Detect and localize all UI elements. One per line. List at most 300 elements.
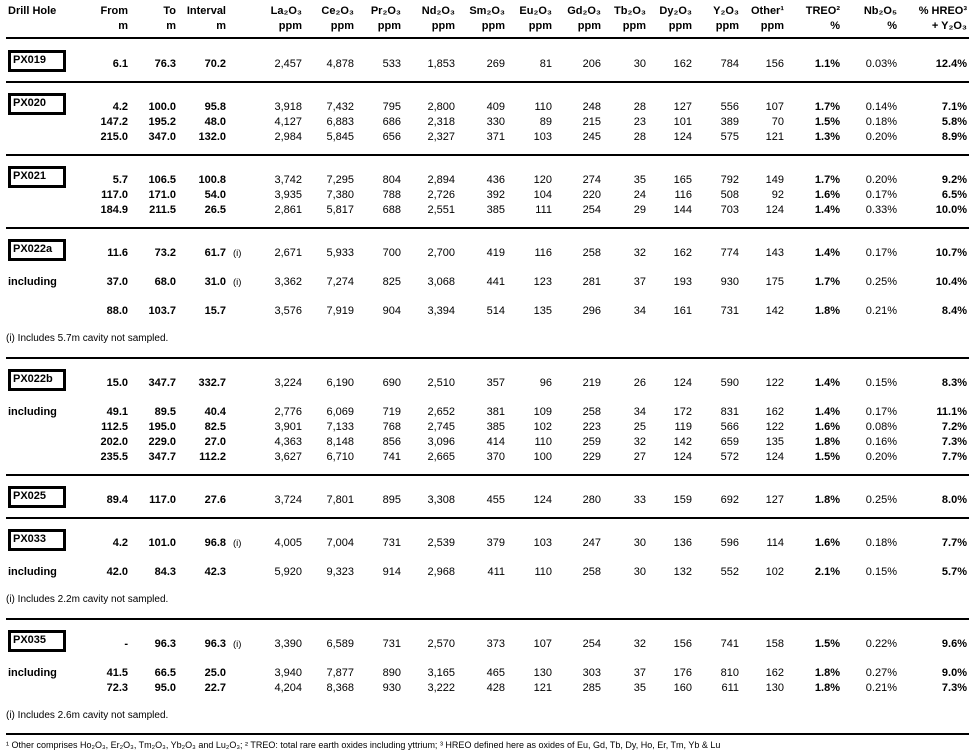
ppm-cell-sm2o3: 371 [486, 131, 505, 143]
ppm-cell-dy2o3: 172 [673, 406, 692, 418]
ppm-cell-eu2o3: 110 [534, 436, 552, 448]
hreo-cell: 7.3% [941, 682, 967, 694]
section-divider-cell [6, 348, 969, 369]
drill-hole-cell [6, 450, 86, 465]
note-marker [228, 290, 252, 319]
drill-hole-cell: including [8, 566, 57, 578]
from-cell: 4.2 [112, 537, 128, 549]
ppm-cell-dy2o3: 116 [674, 189, 692, 201]
ppm-cell-eu2o3: 111 [535, 204, 552, 216]
hreo-cell: 8.0% [941, 494, 967, 506]
to-cell: 73.2 [154, 247, 176, 259]
ppm-cell-tb2o3: 30 [633, 537, 646, 549]
to-cell: 106.5 [148, 174, 176, 186]
interval-cell: 40.4 [204, 406, 226, 418]
col-unit-pr2o3: ppm [356, 19, 403, 38]
ppm-cell-la2o3: 4,127 [274, 116, 302, 128]
ppm-cell-nd2o3: 3,096 [427, 436, 455, 448]
ppm-cell-tb2o3: 30 [633, 566, 646, 578]
hreo-cell: 9.0% [941, 667, 967, 679]
drill-hole-cell [6, 93, 86, 115]
ppm-cell-gd2o3: 258 [582, 247, 601, 259]
ppm-cell-nd2o3: 2,539 [427, 537, 455, 549]
to-cell: 195.0 [148, 421, 176, 433]
nb2o5-cell: 0.25% [865, 276, 897, 288]
ppm-cell-dy2o3: 193 [673, 276, 692, 288]
to-cell: 195.2 [148, 116, 176, 128]
note-marker [228, 420, 252, 435]
interval-cell: 82.5 [204, 421, 226, 433]
treo-cell: 1.6% [814, 537, 840, 549]
interval-cell: 96.8 [204, 537, 226, 549]
hreo-cell: 7.1% [941, 101, 967, 113]
to-cell: 117.0 [149, 494, 176, 506]
note-marker [228, 435, 252, 450]
ppm-cell-y2o3: 692 [720, 494, 739, 506]
ppm-cell-dy2o3: 161 [673, 305, 692, 317]
ppm-cell-dy2o3: 124 [673, 451, 692, 463]
ppm-cell-la2o3: 2,861 [274, 204, 302, 216]
from-cell: 117.0 [101, 189, 128, 201]
assay-row [6, 486, 969, 508]
section-divider-cell [6, 508, 969, 529]
from-cell: 89.4 [106, 494, 128, 506]
nb2o5-cell: 0.17% [865, 247, 897, 259]
ppm-cell-nd2o3: 2,652 [427, 406, 455, 418]
ppm-cell-y2o3: 611 [721, 682, 739, 694]
divider-line [6, 154, 969, 156]
hreo-cell: 8.3% [941, 377, 967, 389]
treo-cell: 1.8% [814, 667, 840, 679]
ppm-cell-other: 162 [765, 406, 784, 418]
col-unit-interval: m [178, 19, 228, 38]
to-cell: 347.7 [148, 451, 176, 463]
divider-line [6, 474, 969, 476]
ppm-cell-sm2o3: 409 [486, 101, 505, 113]
ppm-cell-eu2o3: 110 [534, 566, 552, 578]
ppm-cell-tb2o3: 23 [633, 116, 646, 128]
nb2o5-cell: 0.18% [865, 537, 897, 549]
ppm-cell-tb2o3: 30 [633, 58, 646, 70]
ppm-cell-dy2o3: 119 [674, 421, 692, 433]
ppm-cell-eu2o3: 116 [534, 247, 552, 259]
drill-hole-cell [6, 420, 86, 435]
from-cell: 4.2 [112, 101, 128, 113]
hreo-cell: 11.1% [936, 406, 967, 418]
ppm-cell-pr2o3: 804 [382, 174, 401, 186]
nb2o5-cell: 0.20% [865, 174, 897, 186]
ppm-cell-ce2o3: 6,589 [326, 638, 354, 650]
drill-hole-id: PX021 [8, 166, 66, 188]
hreo-cell: 10.7% [935, 247, 967, 259]
ppm-cell-ce2o3: 4,878 [326, 58, 354, 70]
treo-cell: 1.8% [814, 436, 840, 448]
ppm-cell-y2o3: 774 [720, 247, 739, 259]
col-header-la2o3: La₂O₃ [270, 5, 302, 17]
ppm-cell-ce2o3: 5,817 [326, 204, 354, 216]
drill-hole-id: PX020 [8, 93, 66, 115]
divider-line [6, 618, 969, 620]
ppm-cell-y2o3: 508 [720, 189, 739, 201]
ppm-cell-nd2o3: 3,308 [427, 494, 455, 506]
ppm-cell-gd2o3: 280 [582, 494, 601, 506]
nb2o5-cell: 0.14% [865, 101, 897, 113]
hreo-cell: 10.0% [935, 204, 967, 216]
col-header-marker [228, 4, 252, 19]
ppm-cell-nd2o3: 3,222 [427, 682, 455, 694]
treo-cell: 1.5% [814, 638, 840, 650]
ppm-cell-y2o3: 389 [720, 116, 739, 128]
col-unit-y2o3: ppm [694, 19, 741, 38]
ppm-cell-y2o3: 810 [720, 667, 739, 679]
ppm-cell-ce2o3: 6,069 [326, 406, 354, 418]
section-divider [6, 145, 969, 166]
treo-cell: 2.1% [814, 566, 840, 578]
ppm-cell-ce2o3: 6,883 [326, 116, 354, 128]
ppm-cell-sm2o3: 392 [486, 189, 505, 201]
interval-cell: 42.3 [204, 566, 226, 578]
ppm-cell-eu2o3: 100 [533, 451, 552, 463]
ppm-cell-nd2o3: 2,665 [427, 451, 455, 463]
col-unit-nb2o5: % [842, 19, 899, 38]
assay-row [6, 630, 969, 652]
ppm-cell-la2o3: 3,224 [274, 377, 302, 389]
ppm-cell-la2o3: 2,984 [274, 131, 302, 143]
ppm-cell-nd2o3: 2,968 [427, 566, 455, 578]
treo-cell: 1.1% [814, 58, 840, 70]
ppm-cell-sm2o3: 379 [486, 537, 505, 549]
ppm-cell-sm2o3: 465 [486, 667, 505, 679]
interval-cell: 61.7 [204, 247, 226, 259]
drill-hole-cell [6, 435, 86, 450]
assay-row [6, 652, 969, 681]
nb2o5-cell: 0.08% [865, 421, 897, 433]
ppm-cell-la2o3: 3,627 [274, 451, 302, 463]
ppm-cell-ce2o3: 7,295 [326, 174, 354, 186]
drill-hole-cell [6, 529, 86, 551]
ppm-cell-sm2o3: 514 [486, 305, 505, 317]
ppm-cell-dy2o3: 142 [673, 436, 692, 448]
ppm-cell-la2o3: 3,935 [274, 189, 302, 201]
ppm-cell-tb2o3: 26 [633, 377, 646, 389]
divider-line [6, 357, 969, 359]
to-cell: 76.3 [154, 58, 176, 70]
ppm-cell-la2o3: 2,457 [274, 58, 302, 70]
note-marker [228, 93, 252, 115]
ppm-cell-y2o3: 659 [720, 436, 739, 448]
drill-hole-cell: including [8, 406, 57, 418]
section-divider-cell [6, 609, 969, 630]
ppm-cell-tb2o3: 33 [633, 494, 646, 506]
ppm-cell-gd2o3: 223 [582, 421, 601, 433]
ppm-cell-pr2o3: 914 [382, 566, 401, 578]
col-header-ce2o3: Ce₂O₃ [321, 5, 354, 17]
ppm-cell-sm2o3: 357 [486, 377, 505, 389]
col-unit-gd2o3: ppm [554, 19, 603, 38]
ppm-cell-eu2o3: 103 [533, 131, 552, 143]
ppm-cell-eu2o3: 96 [539, 377, 552, 389]
ppm-cell-gd2o3: 259 [582, 436, 601, 448]
interval-cell: 31.0 [204, 276, 226, 288]
ppm-cell-dy2o3: 132 [673, 566, 692, 578]
ppm-cell-la2o3: 3,390 [274, 638, 302, 650]
ppm-cell-dy2o3: 162 [673, 58, 692, 70]
ppm-cell-dy2o3: 127 [673, 101, 692, 113]
section-divider [6, 465, 969, 486]
ppm-cell-tb2o3: 35 [633, 174, 646, 186]
nb2o5-cell: 0.27% [865, 667, 897, 679]
interval-cell: 132.0 [198, 131, 226, 143]
ppm-cell-gd2o3: 220 [582, 189, 601, 201]
assay-row [6, 261, 969, 290]
ppm-cell-other: 70 [771, 116, 784, 128]
from-cell: 147.2 [100, 116, 128, 128]
col-unit-to: m [130, 19, 178, 38]
ppm-cell-pr2o3: 856 [382, 436, 401, 448]
note-marker: (i) [233, 248, 242, 259]
ppm-cell-gd2o3: 229 [582, 451, 601, 463]
ppm-cell-gd2o3: 254 [582, 638, 601, 650]
table-footnote: ¹ Other comprises Ho₂O₃, Er₂O₃, Tm₂O₃, Yb₂O₃ and Lu₂O₃; ² TREO: total rare earth oxides including yttrium; ³ HREO defined here as oxides of Eu, Gd, Tb, Dy, Ho, Er, Tm, Yb & Lu [6, 733, 969, 751]
ppm-cell-pr2o3: 930 [382, 682, 401, 694]
section-divider-cell [6, 218, 969, 239]
hreo-cell: 7.2% [941, 421, 967, 433]
drill-hole-cell: including [8, 667, 57, 679]
drill-hole-cell [6, 630, 86, 652]
to-cell: 68.0 [154, 276, 176, 288]
ppm-cell-other: 124 [765, 451, 784, 463]
from-cell: 6.1 [112, 58, 128, 70]
ppm-cell-y2o3: 566 [720, 421, 739, 433]
to-cell: 347.0 [148, 131, 176, 143]
drill-hole-cell [6, 203, 86, 218]
from-cell: 11.6 [107, 247, 128, 259]
ppm-cell-pr2o3: 731 [382, 537, 401, 549]
ppm-cell-eu2o3: 123 [533, 276, 552, 288]
ppm-cell-dy2o3: 162 [673, 247, 692, 259]
to-cell: 84.3 [154, 566, 176, 578]
ppm-cell-tb2o3: 37 [633, 667, 646, 679]
ppm-cell-other: 121 [765, 131, 784, 143]
treo-cell: 1.5% [814, 451, 840, 463]
assay-row [6, 188, 969, 203]
hreo-cell: 7.7% [941, 451, 967, 463]
ppm-cell-ce2o3: 7,801 [326, 494, 354, 506]
ppm-cell-y2o3: 590 [720, 377, 739, 389]
drill-hole-cell [6, 38, 86, 72]
treo-cell: 1.6% [814, 421, 840, 433]
ppm-cell-other: 142 [765, 305, 784, 317]
ppm-cell-gd2o3: 258 [582, 406, 601, 418]
treo-cell: 1.4% [814, 247, 840, 259]
ppm-cell-ce2o3: 7,133 [326, 421, 354, 433]
ppm-cell-y2o3: 703 [720, 204, 739, 216]
assay-table-header [6, 4, 969, 38]
nb2o5-cell: 0.21% [865, 305, 897, 317]
ppm-cell-gd2o3: 254 [582, 204, 601, 216]
ppm-cell-la2o3: 3,742 [274, 174, 302, 186]
ppm-cell-pr2o3: 731 [382, 638, 401, 650]
nb2o5-cell: 0.18% [865, 116, 897, 128]
drill-hole-id: PX035 [8, 630, 66, 652]
ppm-cell-sm2o3: 330 [486, 116, 505, 128]
hreo-cell: 6.5% [941, 189, 967, 201]
note-marker [228, 551, 252, 580]
col-unit-tb2o3: ppm [603, 19, 648, 38]
ppm-cell-sm2o3: 436 [486, 174, 505, 186]
drill-hole-id: PX022a [8, 239, 66, 261]
hreo-cell: 5.7% [941, 566, 967, 578]
ppm-cell-tb2o3: 29 [633, 204, 646, 216]
ppm-cell-sm2o3: 411 [487, 566, 505, 578]
ppm-cell-y2o3: 831 [720, 406, 739, 418]
assay-row [6, 450, 969, 465]
ppm-cell-other: 92 [771, 189, 784, 201]
ppm-cell-tb2o3: 37 [633, 276, 646, 288]
section-divider [6, 348, 969, 369]
to-cell: 66.5 [154, 667, 176, 679]
ppm-cell-nd2o3: 2,327 [427, 131, 455, 143]
ppm-cell-la2o3: 3,576 [274, 305, 302, 317]
ppm-cell-la2o3: 3,918 [274, 101, 302, 113]
col-unit-dy2o3: ppm [648, 19, 694, 38]
to-cell: 211.5 [149, 204, 176, 216]
ppm-cell-ce2o3: 7,004 [326, 537, 354, 549]
ppm-cell-y2o3: 741 [720, 638, 739, 650]
ppm-cell-other: 124 [765, 204, 784, 216]
ppm-cell-gd2o3: 303 [582, 667, 601, 679]
ppm-cell-y2o3: 731 [720, 305, 739, 317]
assay-row [6, 38, 969, 72]
note-marker [228, 115, 252, 130]
ppm-cell-eu2o3: 104 [533, 189, 552, 201]
ppm-cell-gd2o3: 215 [582, 116, 601, 128]
treo-cell: 1.4% [814, 377, 840, 389]
ppm-cell-la2o3: 3,362 [274, 276, 302, 288]
ppm-cell-gd2o3: 248 [582, 101, 601, 113]
ppm-cell-ce2o3: 7,877 [326, 667, 354, 679]
interval-cell: 54.0 [204, 189, 226, 201]
ppm-cell-eu2o3: 130 [533, 667, 552, 679]
note-marker [228, 652, 252, 681]
ppm-cell-ce2o3: 9,323 [326, 566, 354, 578]
from-cell: 15.0 [106, 377, 128, 389]
ppm-cell-dy2o3: 160 [673, 682, 692, 694]
interval-cell: 112.2 [199, 451, 226, 463]
section-note: (i) Includes 5.7m cavity not sampled. [6, 333, 169, 344]
ppm-cell-la2o3: 4,363 [274, 436, 302, 448]
ppm-cell-dy2o3: 144 [673, 204, 692, 216]
treo-cell: 1.6% [814, 189, 840, 201]
ppm-cell-other: 149 [765, 174, 784, 186]
ppm-cell-nd2o3: 2,894 [427, 174, 455, 186]
note-marker: (i) [233, 639, 242, 650]
nb2o5-cell: 0.17% [865, 189, 897, 201]
ppm-cell-la2o3: 2,671 [274, 247, 302, 259]
ppm-cell-nd2o3: 2,510 [427, 377, 455, 389]
ppm-cell-pr2o3: 895 [382, 494, 401, 506]
ppm-cell-tb2o3: 24 [633, 189, 646, 201]
assay-row [6, 681, 969, 696]
ppm-cell-other: 122 [765, 421, 784, 433]
ppm-cell-pr2o3: 795 [382, 101, 401, 113]
treo-cell: 1.4% [814, 204, 840, 216]
ppm-cell-other: 162 [765, 667, 784, 679]
hreo-cell: 10.4% [935, 276, 967, 288]
drill-hole-cell [6, 369, 86, 391]
ppm-cell-nd2o3: 2,800 [427, 101, 455, 113]
col-header-tb2o3: Tb₂O₃ [614, 5, 646, 17]
hreo-cell: 5.8% [941, 116, 967, 128]
nb2o5-cell: 0.17% [865, 406, 897, 418]
from-cell: 184.9 [100, 204, 128, 216]
col-header-eu2o3: Eu₂O₃ [519, 5, 552, 17]
ppm-cell-y2o3: 556 [720, 101, 739, 113]
assay-row [6, 369, 969, 391]
col-unit-from: m [86, 19, 130, 38]
col-header-y2o3: Y₂O₃ [713, 5, 739, 17]
ppm-cell-tb2o3: 34 [633, 406, 646, 418]
ppm-cell-nd2o3: 2,745 [427, 421, 455, 433]
assay-row [6, 93, 969, 115]
divider-line [6, 81, 969, 83]
note-marker [228, 203, 252, 218]
from-cell: 112.5 [101, 421, 128, 433]
interval-cell: 48.0 [204, 116, 226, 128]
note-marker [228, 486, 252, 508]
nb2o5-cell: 0.21% [865, 682, 897, 694]
from-cell: 41.5 [106, 667, 128, 679]
to-cell: 95.0 [154, 682, 176, 694]
nb2o5-cell: 0.15% [865, 566, 897, 578]
hreo-cell: 7.3% [941, 436, 967, 448]
col-header-pr2o3: Pr₂O₃ [370, 5, 401, 17]
drill-hole-cell [6, 290, 86, 319]
assay-row [6, 529, 969, 551]
col-header-hreo: % HREO³ [918, 5, 967, 17]
ppm-cell-nd2o3: 3,394 [427, 305, 455, 317]
nb2o5-cell: 0.03% [865, 58, 897, 70]
treo-cell: 1.8% [814, 494, 840, 506]
col-header-from: From [100, 5, 128, 17]
ppm-cell-tb2o3: 28 [633, 101, 646, 113]
section-note: (i) Includes 2.2m cavity not sampled. [6, 594, 169, 605]
ppm-cell-nd2o3: 3,068 [427, 276, 455, 288]
ppm-cell-nd2o3: 1,853 [427, 58, 455, 70]
assay-row [6, 435, 969, 450]
ppm-cell-gd2o3: 285 [582, 682, 601, 694]
ppm-cell-dy2o3: 156 [673, 638, 692, 650]
ppm-cell-la2o3: 4,204 [274, 682, 302, 694]
ppm-cell-sm2o3: 269 [486, 58, 505, 70]
col-header-gd2o3: Gd₂O₃ [567, 5, 601, 17]
from-cell: 215.0 [100, 131, 128, 143]
ppm-cell-sm2o3: 381 [486, 406, 505, 418]
from-cell: 72.3 [106, 682, 128, 694]
treo-cell: 1.5% [814, 116, 840, 128]
ppm-cell-eu2o3: 107 [533, 638, 552, 650]
drill-hole-cell: including [8, 276, 57, 288]
ppm-cell-gd2o3: 247 [582, 537, 601, 549]
interval-cell: 95.8 [204, 101, 226, 113]
ppm-cell-eu2o3: 103 [533, 537, 552, 549]
ppm-cell-gd2o3: 219 [582, 377, 601, 389]
col-header-interval: Interval [186, 5, 226, 17]
col-unit-marker [228, 19, 252, 38]
ppm-cell-tb2o3: 32 [633, 638, 646, 650]
ppm-cell-dy2o3: 159 [673, 494, 692, 506]
col-unit-hreo: + Y₂O₃ [899, 19, 969, 38]
